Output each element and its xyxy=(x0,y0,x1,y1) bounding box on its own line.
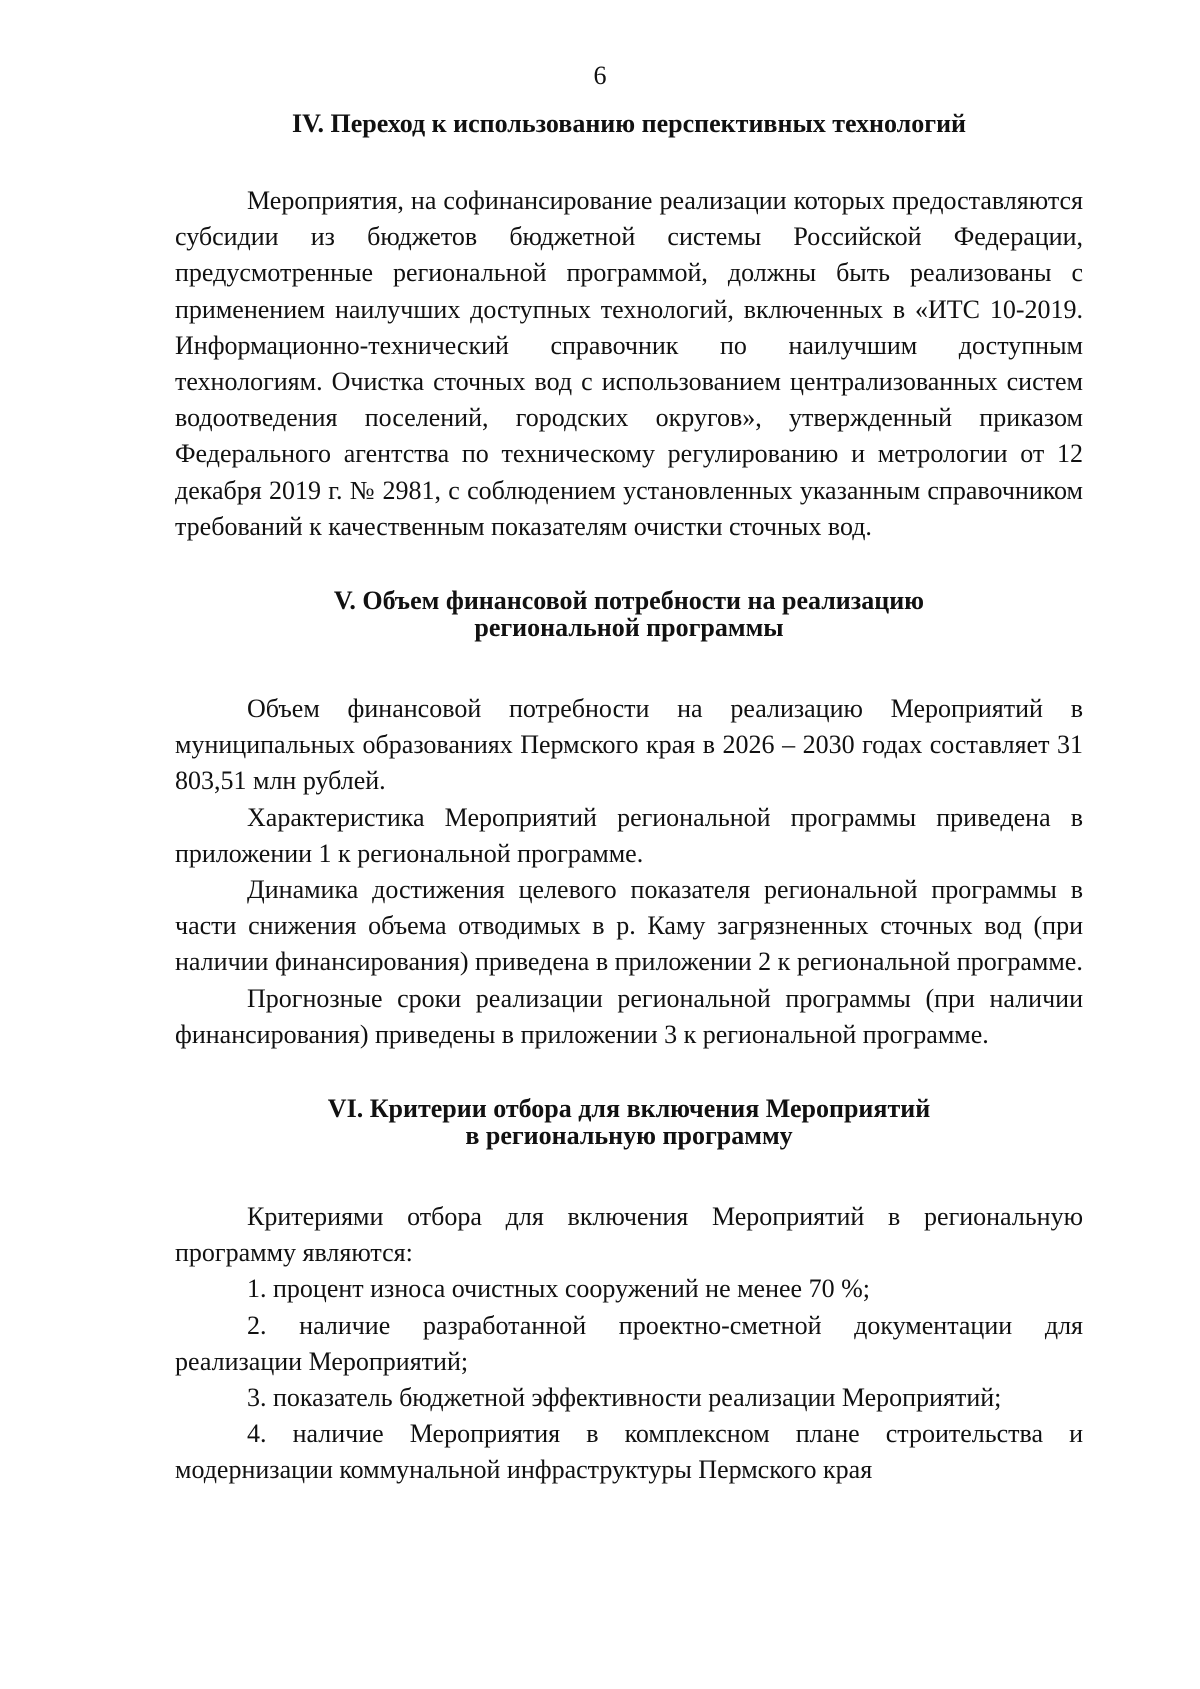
section-5-paragraph-volume: Объем финансовой потребности на реализацию Мероприятий в муниципальных образованиях Пермского края в 2026 – 2030 годах составляет 31 803,51 млн рублей. xyxy=(175,694,1083,796)
section-5-heading xyxy=(175,587,1083,641)
criteria-item-1: 1. процент износа очистных сооружений не менее 70 %; xyxy=(247,1274,870,1304)
section-6-intro: Критериями отбора для включения Мероприятий в региональную программу являются: xyxy=(175,1202,1083,1268)
section-5-paragraph-dynamics: Динамика достижения целевого показателя региональной программы в части снижения объема отводимых в р. Каму загрязненных сточных вод (при наличии финансирования) приведена в приложении 2 к региональной программе. xyxy=(175,875,1083,977)
section-6-title-line-1: VI. Критерии отбора для включения Мероприятий xyxy=(327,1094,931,1124)
section-4-title: IV. Переход к использованию перспективных технологий xyxy=(291,109,967,138)
section-5-title-line-1: V. Объем финансовой потребности на реализацию xyxy=(333,586,925,616)
criteria-item-3: 3. показатель бюджетной эффективности реализации Мероприятий; xyxy=(247,1383,1002,1413)
section-5-paragraph-characteristics: Характеристика Мероприятий региональной программы приведена в приложении 1 к региональной программе. xyxy=(175,802,1083,868)
criteria-item-4: 4. наличие Мероприятия в комплексном плане строительства и модернизации коммунальной инфраструктуры Пермского края xyxy=(175,1419,1083,1485)
section-5-paragraph-terms: Прогнозные сроки реализации региональной программы (при наличии финансирования) приведены в приложении 3 к региональной программе. xyxy=(175,983,1083,1049)
page-number: 6 xyxy=(593,61,607,90)
section-6-title-line-2: в региональную программу xyxy=(465,1121,793,1151)
section-6-heading xyxy=(175,1095,1083,1149)
criteria-item-2: 2. наличие разработанной проектно-сметной документации для реализации Мероприятий; xyxy=(175,1310,1083,1376)
section-4-heading xyxy=(175,110,1083,137)
section-4-paragraph: Мероприятия, на софинансирование реализации которых предоставляются субсидии из бюджетов бюджетной системы Российской Федерации, предусмотренные региональной программой, должны быть реализованы с применением наилучших доступных технологий, включенных в «ИТС 10-2019. Информационно-технический справочник по наилучшим доступным технологиям. Очистка сточных вод с использованием централизованных систем водоотведения поселений, городских округов», утвержденный приказом Федерального агентства по техническому регулированию и метрологии от 12 декабря 2019 г. № 2981, с соблюдением установленных указанным справочником требований к качественным показателям очистки сточных вод. xyxy=(175,186,1083,541)
page-content xyxy=(175,110,1083,1489)
section-5-title-line-2: региональной программы xyxy=(474,613,784,643)
